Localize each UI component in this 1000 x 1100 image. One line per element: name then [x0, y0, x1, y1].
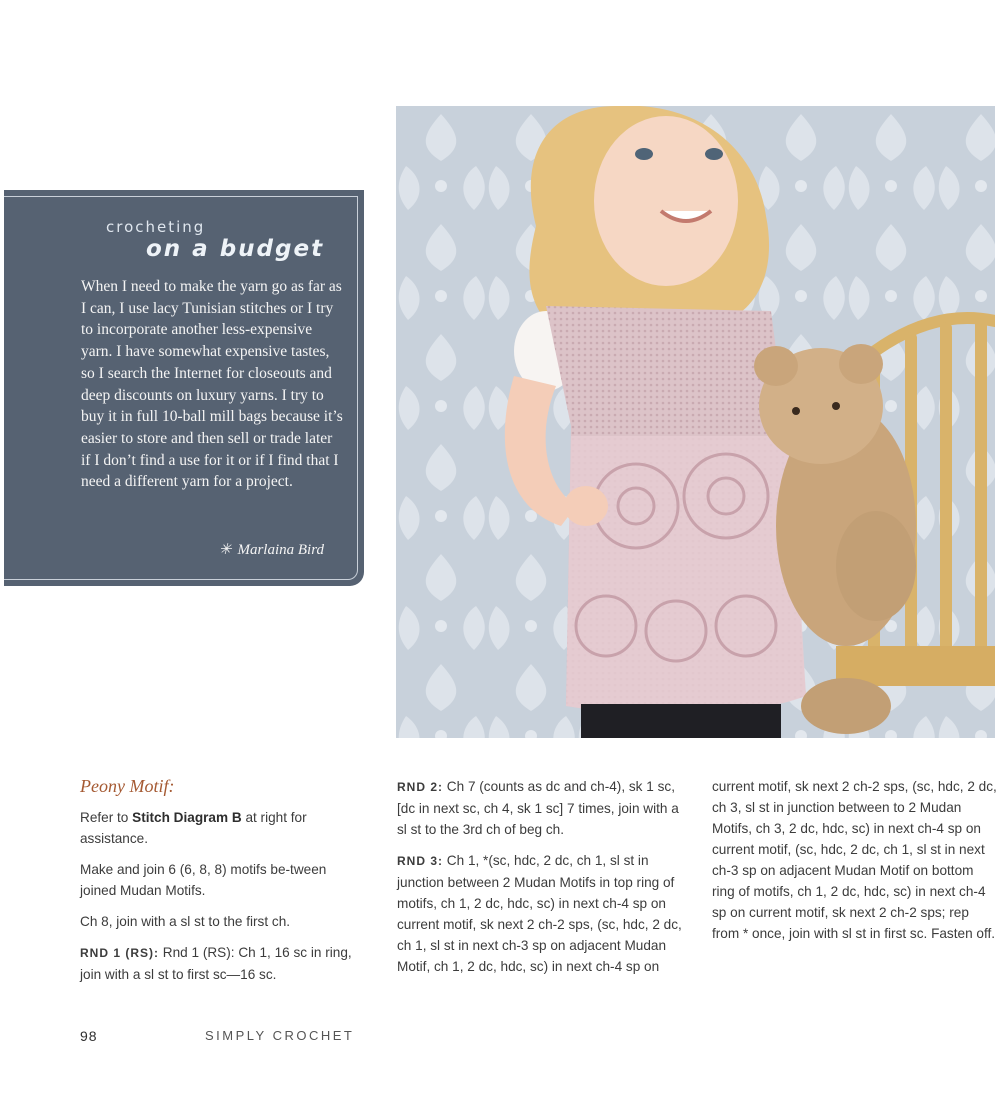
asterisk-icon: ✳: [218, 542, 232, 558]
instructions-column-3: [712, 776, 997, 954]
photo-toddler-icon: [396, 106, 995, 738]
sidebar-signature: Marlaina Bird: [237, 542, 324, 558]
rnd1-text: Rnd 1 (RS): Ch 1, 16 sc in ring, join with a sl st to first sc—16 sc.: [80, 945, 352, 982]
book-title: SIMPLY CROCHET: [205, 1028, 355, 1043]
make-join-paragraph: Make and join 6 (6, 8, 8) motifs be-tween joined Mudan Motifs.: [80, 862, 327, 898]
instructions-column-2: [397, 776, 687, 987]
photo-toddler: [396, 106, 995, 738]
refer-paragraph: [80, 807, 365, 849]
rnd1-label: RND 1 (RS):: [80, 946, 159, 960]
rnd3-paragraph: [397, 850, 687, 977]
rnd3-text: Ch 1, *(sc, hdc, 2 dc, ch 1, sl st in junction between 2 Mudan Motifs in top ring of motifs, ch 1, 2 dc, hdc, sc) in next ch-4 sp on current motif, sk next 2 ch-2 sps, (sc, hdc, 2 dc, ch 1, sl st in next ch-3 sp on adjacent Mudan Motif, ch 1, 2 dc, hdc, sc) in next ch-4 sp on: [397, 853, 682, 974]
sidebar-kicker: crocheting: [106, 218, 206, 236]
ch8-paragraph: Ch 8, join with a sl st to the first ch.: [80, 914, 291, 929]
rnd3-continued: current motif, sk next 2 ch-2 sps, (sc, hdc, 2 dc, ch 3, sl st in junction between to 2 Mudan Motifs, ch 3, 2 dc, hdc, sc) in next ch-4 sp on current motif, (sc, hdc, 2 dc, ch 1, sl st in next ch-3 sp on adjacent Mudan Motif on bottom ring of motifs, ch 1, 2 dc, hdc, sc) in next ch-4 sp on current motif, sk next 2 ch-2 sps; rep from * once, join with sl st in first sc. Fasten off.: [712, 779, 997, 941]
rnd3-label: RND 3:: [397, 854, 444, 868]
sidebar-title: on a budget: [146, 236, 325, 262]
refer-text-pre: Refer to: [80, 810, 133, 825]
rnd2-label: RND 2:: [397, 780, 444, 794]
sidebar-signature-line: [219, 540, 324, 559]
rnd2-text: Ch 7 (counts as dc and ch-4), sk 1 sc, [dc in next sc, ch 4, sk 1 sc] 7 times, join with a sl st to the 3rd ch of beg ch.: [397, 779, 679, 837]
refer-text-post: at right for assistance.: [80, 810, 307, 846]
stitch-diagram-reference: Stitch Diagram B: [132, 810, 242, 825]
motif-title: Peony Motif:: [80, 776, 175, 796]
instructions-column-1: [80, 776, 365, 995]
rnd2-paragraph: [397, 776, 687, 840]
sidebar-box: [4, 190, 364, 586]
page-number: 98: [80, 1028, 98, 1044]
rnd1-paragraph: [80, 942, 365, 985]
sidebar-body: When I need to make the yarn go as far as I can, I use lacy Tunisian stitches or I try to incorporate another less-expensive yarn. I have somewhat expensive tastes, so I search the Internet for closeouts and deep discounts on luxury yarns. I try to buy it in full 10-ball mill bags because it’s easier to store and then sell or trade later if I don’t find a use for it or if I find that I need a different yarn for a project.: [81, 278, 343, 491]
